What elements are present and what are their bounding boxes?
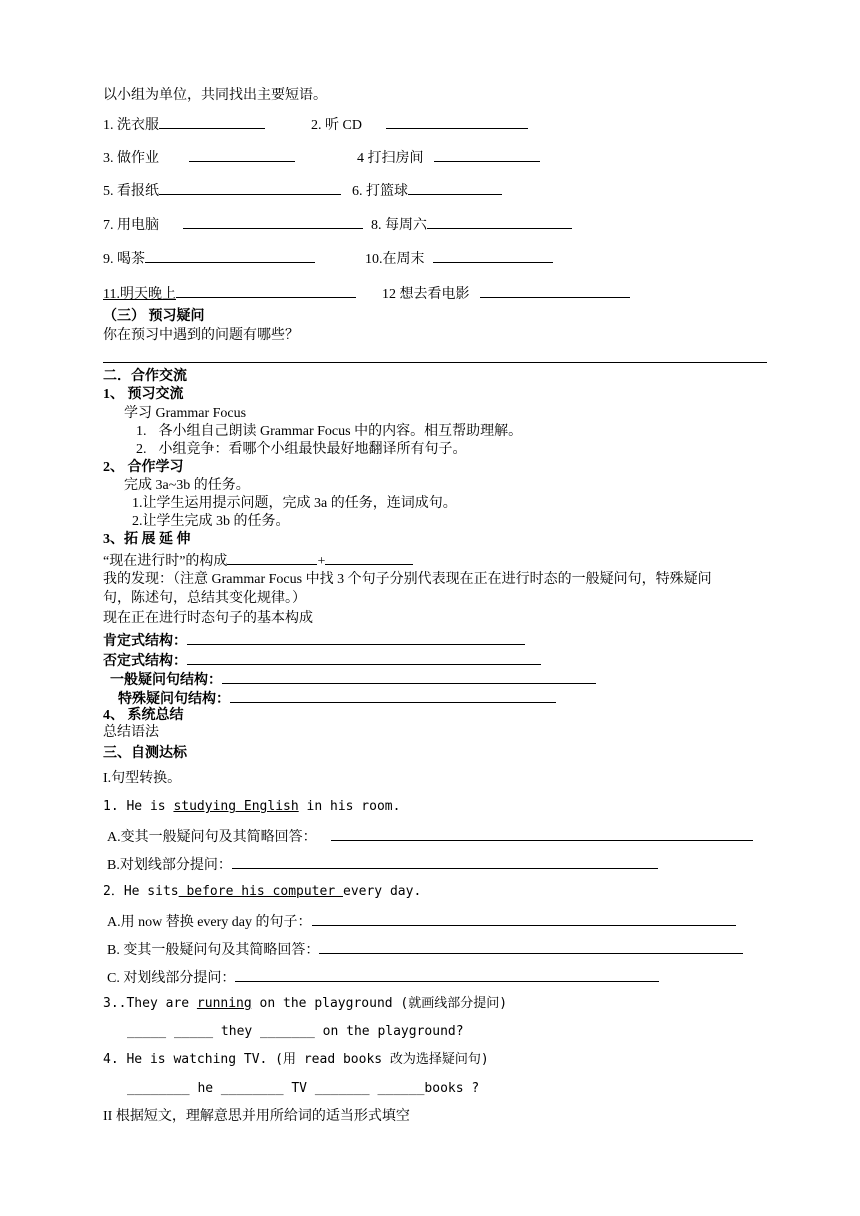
question-2 [103,883,421,901]
section2-heading-1: 1、 预习交流 [103,387,184,402]
phrase-2-blank[interactable] [386,114,528,129]
q3-underlined: running [196,996,252,1011]
q1a-label: A.变其一般疑问句及其简略回答： [107,830,317,845]
yes-no-label: 一般疑问句结构： [110,673,222,688]
question-4: 4. He is watching TV. (用 read books 改为选择疑问句) [103,1052,489,1067]
section3-title: 三、自测达标 [103,746,187,761]
section2-heading-4-sub: 总结语法 [103,725,159,740]
phrase-6-blank[interactable] [408,180,502,195]
phrase-10-blank[interactable] [433,248,553,263]
phrase-8 [371,214,572,235]
phrase-11 [103,283,356,304]
phrase-12-blank[interactable] [480,283,630,298]
q2-underlined: before his computer [178,884,343,899]
question-2-c [107,967,659,988]
q3-text-a: 3..They are [103,996,197,1011]
q3-text-b: on the playground (就画线部分提问) [251,996,508,1011]
wh-blank[interactable] [230,688,556,703]
question-2-a [107,911,736,932]
phrase-11-blank[interactable] [176,283,356,298]
q2-text-a: 2．He sits [103,884,179,899]
discovery-line-1: 我的发现：（注意 Grammar Focus 中找 3 个句子分别代表现在正在进行时态的一般疑问句，特殊疑问 [103,572,712,587]
discovery-line-2: 句，陈述句，总结其变化规律。） [103,591,306,606]
item-text: 小组竞争：看哪个小组最快最好地翻译所有句子。 [158,442,467,457]
phrase-5-label: 5. 看报纸 [103,184,159,199]
phrase-3-blank[interactable] [189,147,295,162]
intro-text: 以小组为单位，共同找出主要短语。 [103,88,327,103]
phrase-8-blank[interactable] [427,214,572,229]
section2-title: 二．合作交流 [103,369,187,384]
section2-heading-2-sub: 完成 3a~3b 的任务。 [124,478,250,493]
q2a-label: A.用 now 替换 every day 的句子： [107,915,312,930]
wh-question-structure [118,688,556,709]
phrase-6 [352,180,502,201]
item-text: 各小组自己朗读 Grammar Focus 中的内容。相互帮助理解。 [158,424,523,439]
negative-structure [103,650,541,671]
phrase-7-blank[interactable] [183,214,363,229]
part1-title: I.句型转换。 [103,771,182,786]
yes-no-question-structure [110,669,596,690]
question-3 [103,995,507,1013]
negative-label: 否定式结构： [103,654,187,669]
phrase-2-label: 2. 听 CD [311,118,362,133]
phrase-4 [357,147,540,168]
section2-heading-3: 3、拓 展 延 伸 [103,532,191,547]
phrase-9-blank[interactable] [145,248,315,263]
phrase-7 [103,214,363,235]
affirmative-blank[interactable] [187,630,525,645]
phrase-1-label: 1. 洗衣服 [103,118,159,133]
q2a-blank[interactable] [312,911,736,926]
negative-blank[interactable] [187,650,541,665]
section2-heading-1-sub: 学习 Grammar Focus [124,406,247,421]
question-4-fill[interactable]: ________ he ________ TV _______ ______books ? [127,1081,480,1096]
part2-title: II 根据短文，理解意思并用所给词的适当形式填空 [103,1109,410,1124]
section2-item-4: 2.让学生完成 3b 的任务。 [132,514,290,529]
q1-text-b: in his room. [298,799,401,814]
phrase-1 [103,114,265,135]
item-number: 1. [136,424,147,439]
section2-item-2 [136,441,467,459]
q2b-blank[interactable] [319,939,743,954]
section2-item-1 [136,423,522,441]
phrase-9 [103,248,315,269]
q1b-blank[interactable] [232,854,658,869]
phrase-5 [103,180,341,201]
phrase-6-label: 6. 打篮球 [352,184,408,199]
phrase-12 [382,283,630,304]
q1b-label: B.对划线部分提问： [107,858,232,873]
phrase-7-label: 7. 用电脑 [103,218,159,233]
phrase-3-label: 3. 做作业 [103,151,159,166]
phrase-1-blank[interactable] [159,114,265,129]
section2-heading-2: 2、 合作学习 [103,460,184,475]
preview-questions-prompt: 你在预习中遇到的问题有哪些？ [103,328,299,343]
phrase-8-label: 8. 每周六 [371,218,427,233]
question-3-fill[interactable]: _____ _____ they _______ on the playground? [127,1024,464,1039]
phrase-10-label: 10.在周末 [365,252,425,267]
question-1-a [107,826,753,847]
question-2-b [107,939,743,960]
yes-no-blank[interactable] [222,669,596,684]
q2b-label: B. 变其一般疑问句及其简略回答： [107,943,320,958]
q1-text-a: 1. He is [103,799,174,814]
question-1 [103,798,400,816]
phrase-11-label: 11.明天晚上 [103,287,176,302]
section2-heading-4: 4、 系统总结 [103,708,184,723]
structure-label: “现在进行时”的构成 [103,554,228,569]
structure-line [103,550,413,571]
affirmative-structure [103,630,525,651]
q2c-label: C. 对划线部分提问： [107,971,236,986]
phrase-12-label: 12 想去看电影 [382,287,470,302]
structure-blank-1[interactable] [227,550,317,565]
q1-underlined: studying English [173,799,299,814]
wh-label: 特殊疑问句结构： [118,692,230,707]
q2c-blank[interactable] [235,967,659,982]
structure-blank-2[interactable] [325,550,413,565]
section2-item-3: 1.让学生运用提示问题，完成 3a 的任务，连词成句。 [132,496,457,511]
answer-line[interactable] [103,362,767,363]
question-1-b [107,854,658,875]
phrase-9-label: 9. 喝茶 [103,252,145,267]
phrase-3 [103,147,295,168]
phrase-10 [365,248,553,269]
q2-text-b: every day. [343,884,422,899]
affirmative-label: 肯定式结构： [103,634,187,649]
phrase-4-blank[interactable] [434,147,540,162]
item-number: 2. [136,442,147,457]
plus-sign: + [317,554,326,569]
preview-questions-heading: （三） 预习疑问 [103,309,205,324]
phrase-4-label: 4 打扫房间 [357,151,424,166]
q1a-blank[interactable] [331,826,753,841]
phrase-5-blank[interactable] [159,180,341,195]
structure-intro: 现在正在进行时态句子的基本构成 [103,611,313,626]
phrase-2 [311,114,528,135]
